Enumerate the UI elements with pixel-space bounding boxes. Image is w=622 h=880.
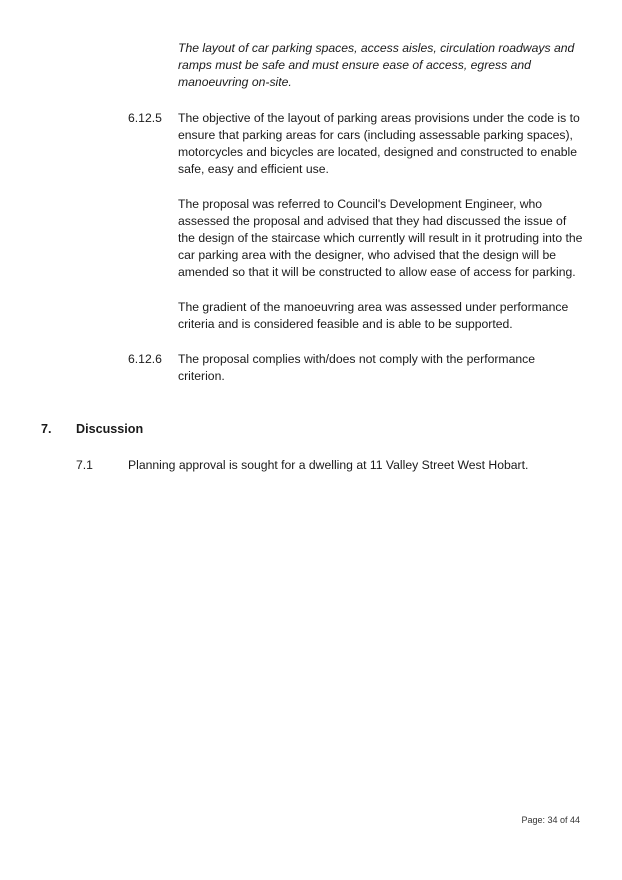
item-number: 6.12.6	[128, 352, 162, 366]
paragraph: The proposal was referred to Council's Development Engineer, who assessed the proposal and advised that they had discussed the issue of the design of the staircase which currently will result in it protruding into the car parking area with the designer, who advised that the design will be amended so that it will be constructed to allow ease of access for parking.	[178, 197, 583, 279]
page-number: Page: 34 of 44	[521, 815, 580, 825]
paragraph: The gradient of the manoeuvring area was assessed under performance criteria and is considered feasible and is able to be supported.	[178, 300, 569, 331]
item-number: 6.12.5	[128, 111, 162, 125]
paragraph: Planning approval is sought for a dwelling at 11 Valley Street West Hobart.	[128, 458, 529, 472]
paragraph: The objective of the layout of parking areas provisions under the code is to ensure that parking areas for cars (including assessable parking spaces), motorcycles and bicycles are located, designed and constructed to enable safe, easy and efficient use.	[178, 111, 580, 176]
paragraph: The proposal complies with/does not comply with the performance criterion.	[178, 352, 535, 383]
section-title: Discussion	[76, 422, 144, 436]
item-number: 7.1	[76, 458, 93, 472]
criterion-text: The layout of car parking spaces, access aisles, circulation roadways and ramps must be safe and must ensure ease of access, egress and manoeuvring on-site.	[178, 41, 575, 89]
section-number: 7.	[41, 422, 52, 436]
